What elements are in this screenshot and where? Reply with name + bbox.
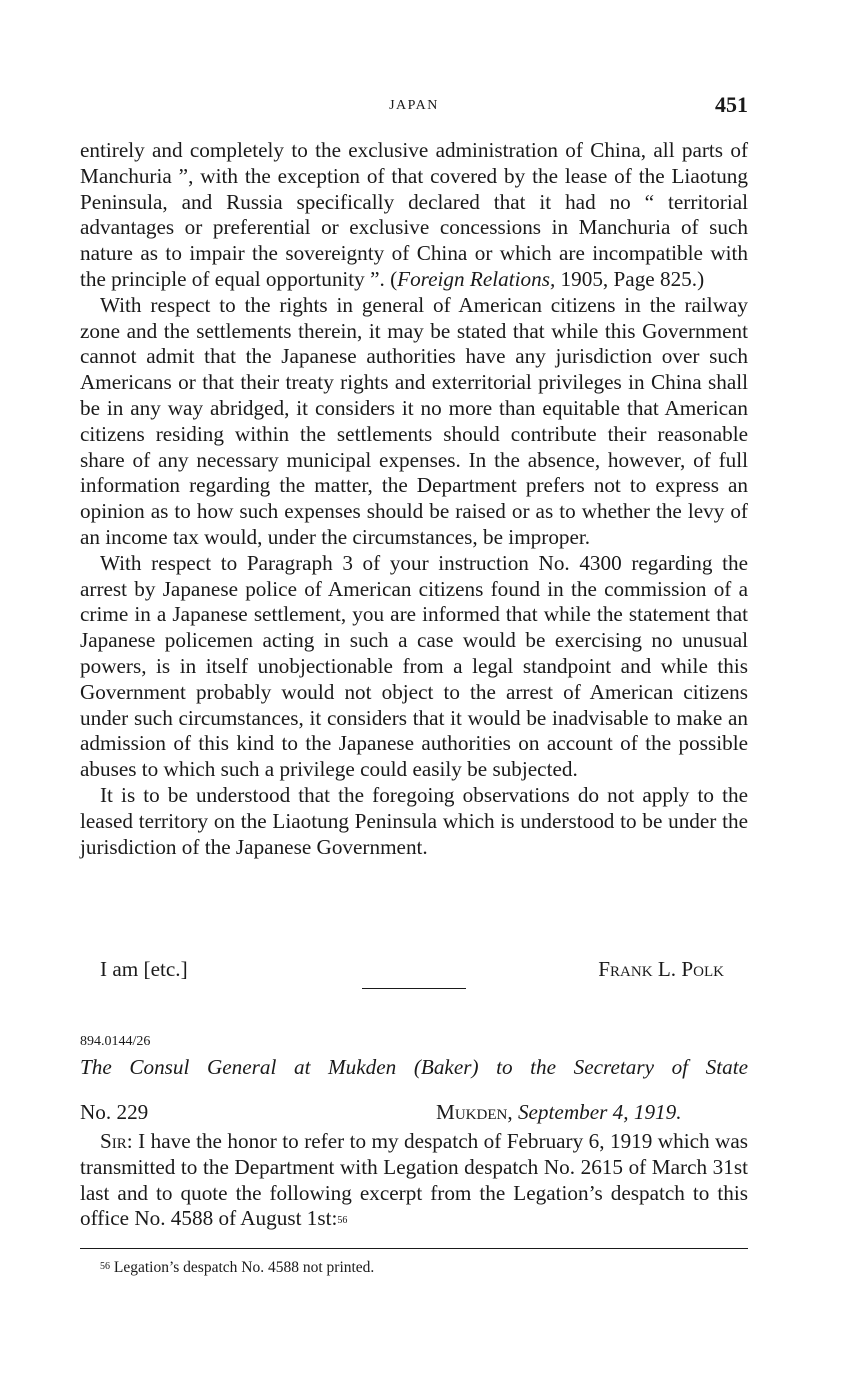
footnote-divider bbox=[80, 1248, 748, 1249]
paragraph-arrest: With respect to Paragraph 3 of your instruction No. 4300 regarding the arrest by Japanese police of American citizens found in the commission of a crime in a Japanese settlement, you are informed that while the statement that Japanese policemen acting in such a case would be exercising no unusual powers, is in itself unobjectionable from a legal standpoint and while this Government probably would not object to the arrest of American citizens under such circumstances, it considers that it would be inadvisable to make an admission of this kind to the Japanese authorities on account of the possible abuses to which such a privilege could easily be subjected. bbox=[80, 550, 748, 782]
letter-text: : I have the honor to refer to my despatch of February 6, 1919 which was transmitted to the Department with Legation despatch No. 2615 of March 31st last and to quote the following excerpt from the Legation’s despatch to this office No. 4588 of August 1st: bbox=[80, 1129, 748, 1231]
running-head: JAPAN bbox=[389, 98, 439, 113]
letter-body bbox=[80, 1129, 748, 1232]
citation-page: 1905, Page 825.) bbox=[555, 266, 705, 291]
footnote-marker: 56 bbox=[100, 1261, 110, 1272]
despatch-number: No. 229 bbox=[80, 1100, 149, 1124]
footnote-text: Legation’s despatch No. 4588 not printed. bbox=[110, 1259, 375, 1276]
citation-title: Foreign Relations, bbox=[397, 266, 556, 291]
paragraph-continued bbox=[80, 138, 748, 293]
page-header bbox=[80, 92, 748, 122]
file-number: 894.0144/26 bbox=[80, 1034, 151, 1049]
section-divider bbox=[362, 988, 466, 989]
page-number: 451 bbox=[715, 92, 748, 117]
letter-paragraph bbox=[80, 1129, 748, 1232]
paragraph-leased-territory: It is to be understood that the foregoing observations do not apply to the leased territory on the Liaotung Peninsula which is understood to be under the jurisdiction of the Japanese Government. bbox=[80, 782, 748, 859]
complimentary-close: I am [etc.] bbox=[100, 957, 188, 981]
paragraph-rights: With respect to the rights in general of American citizens in the railway zone and the settlements therein, it may be stated that while this Government cannot admit that the Japanese authorities have any jurisdiction over such Americans or that their treaty rights and exterritorial privileges in China shall be in any way abridged, it considers it no more than equitable that American citizens residing within the settlements should contribute their reasonable share of any necessary municipal expenses. In the absence, however, of full information regarding the matter, the Department prefers not to express an opinion as to how such expenses should be raised or as to whether the levy of an income tax would, under the circumstances, be improper. bbox=[80, 292, 748, 549]
salutation: Sir bbox=[100, 1129, 127, 1153]
signature: Frank L. Polk bbox=[598, 957, 724, 981]
footnote-reference[interactable]: 56 bbox=[337, 1215, 348, 1227]
despatch-date: September 4, 1919. bbox=[517, 1100, 682, 1124]
footnote bbox=[100, 1259, 374, 1277]
despatch-city: Mukden, bbox=[436, 1100, 513, 1124]
paragraph-text: entirely and completely to the exclusive administration of China, all parts of Manchuria ”, with the exception of that covered by the lease of the Liaotung Peninsula, and Russia specifically declared that it had no “ territorial advantages or preferential or exclusive concessions in Manchuria of such nature as to impair the sovereignty of China or which are incompatible with the principle of equal opportunity ”. ( bbox=[80, 138, 748, 291]
document-title: The Consul General at Mukden (Baker) to the Secretary of State bbox=[80, 1055, 748, 1079]
body-text bbox=[80, 138, 748, 860]
despatch-place-date bbox=[436, 1100, 682, 1125]
